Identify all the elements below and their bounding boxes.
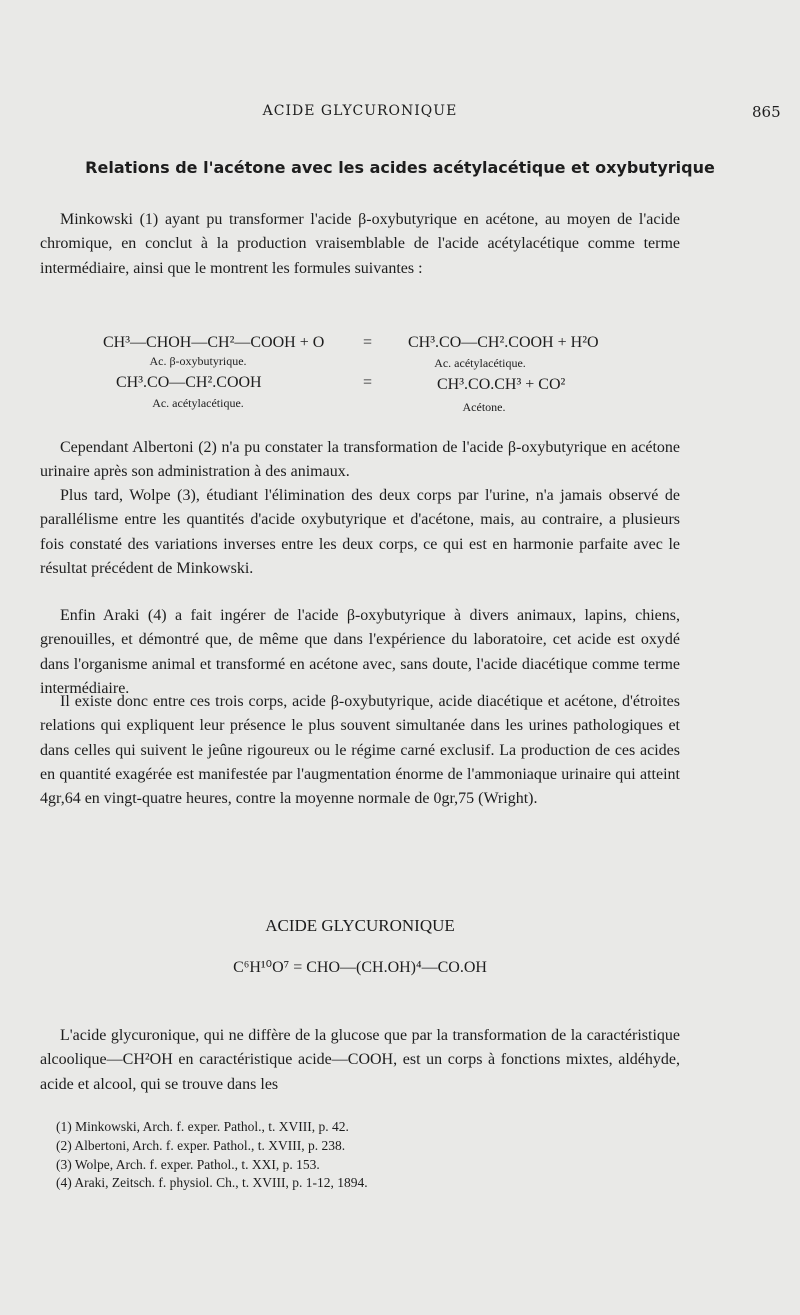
page-number: 865 xyxy=(752,103,781,121)
formula-r2-right-label: Acétone. xyxy=(462,400,506,414)
formula-r1-left-label: Ac. β-oxybutyrique. xyxy=(149,354,247,368)
formula-r2-left-label: Ac. acétylacétique. xyxy=(152,396,244,410)
glycuronic-section-title: ACIDE GLYCURONIQUE xyxy=(265,916,455,935)
footnote-1: (1) Minkowski, Arch. f. exper. Pathol., t. XVIII, p. 42. xyxy=(56,1119,349,1134)
footnote-3: (3) Wolpe, Arch. f. exper. Pathol., t. XXI, p. 153. xyxy=(56,1157,320,1172)
formula-r1-right: CH³.CO—CH².COOH + H²O xyxy=(408,334,599,351)
paragraph-relations: Il existe donc entre ces trois corps, acide β-oxybutyrique, acide diacétique et acétone, d'étroites relations qui expliquent leur présence le plus souvent simultanée dans les urines pathologiques et dans celles qui suivent le jeûne rigoureux ou le régime carné exclusif. La production de ces acides en quantité exagérée est manifestée par l'augmentation énorme de l'ammoniaque urinaire qui atteint 4gr,64 en vingt-quatre heures, contre la moyenne normale de 0gr,75 (Wright). xyxy=(40,693,680,808)
section-title: Relations de l'acétone avec les acides acétylacétique et oxybutyrique xyxy=(85,158,715,177)
paragraph-araki: Enfin Araki (4) a fait ingérer de l'acide β-oxybutyrique à divers animaux, lapins, chiens, grenouilles, et démontré que, de même que dans l'expérience du laboratoire, cet acide est oxydé dans l'organisme animal et transformé en acétone avec, sans doute, l'acide diacétique comme terme intermédiaire. xyxy=(40,607,680,697)
formula-r2-left: CH³.CO—CH².COOH xyxy=(116,374,262,391)
formula-r1-eq: = xyxy=(363,334,373,351)
formula-r1-left: CH³—CHOH—CH²—COOH + O xyxy=(103,334,325,351)
glycuronic-formula: C⁶H¹⁰O⁷ = CHO—(CH.OH)⁴—CO.OH xyxy=(233,959,487,976)
formula-r2-right: CH³.CO.CH³ + CO² xyxy=(437,376,566,393)
paragraph-glycuronique: L'acide glycuronique, qui ne diffère de la glucose que par la transformation de la caractéristique alcoolique—CH²OH en caractéristique acide—COOH, est un corps à fonctions mixtes, aldéhyde, acide et alcool, qui se trouve dans les xyxy=(40,1027,680,1093)
paragraph-albertoni: Cependant Albertoni (2) n'a pu constater la transformation de l'acide β-oxybutyrique en acétone urinaire après son administration à des animaux. xyxy=(40,439,680,481)
paragraph-wolpe: Plus tard, Wolpe (3), étudiant l'élimination des deux corps par l'urine, n'a jamais observé de parallélisme entre les quantités d'acide oxybutyrique et d'acétone, mais, au contraire, a plusieurs fois constaté des variations inverses entre les deux corps, ce qui est en harmonie parfaite avec le résultat précédent de Minkowski. xyxy=(40,487,680,577)
formula-r1-right-label: Ac. acétylacétique. xyxy=(434,356,526,370)
formula-r2-eq: = xyxy=(363,374,373,391)
running-header: ACIDE GLYCURONIQUE xyxy=(262,103,458,119)
paragraph-minkowski: Minkowski (1) ayant pu transformer l'acide β-oxybutyrique en acétone, au moyen de l'acide chromique, en conclut à la production vraisemblable de l'acide acétylacétique comme terme intermédiaire, ainsi que le montrent les formules suivantes : xyxy=(40,211,680,277)
footnote-4: (4) Araki, Zeitsch. f. physiol. Ch., t. XVIII, p. 1-12, 1894. xyxy=(56,1175,368,1190)
footnote-2: (2) Albertoni, Arch. f. exper. Pathol., t. XVIII, p. 238. xyxy=(56,1138,346,1153)
